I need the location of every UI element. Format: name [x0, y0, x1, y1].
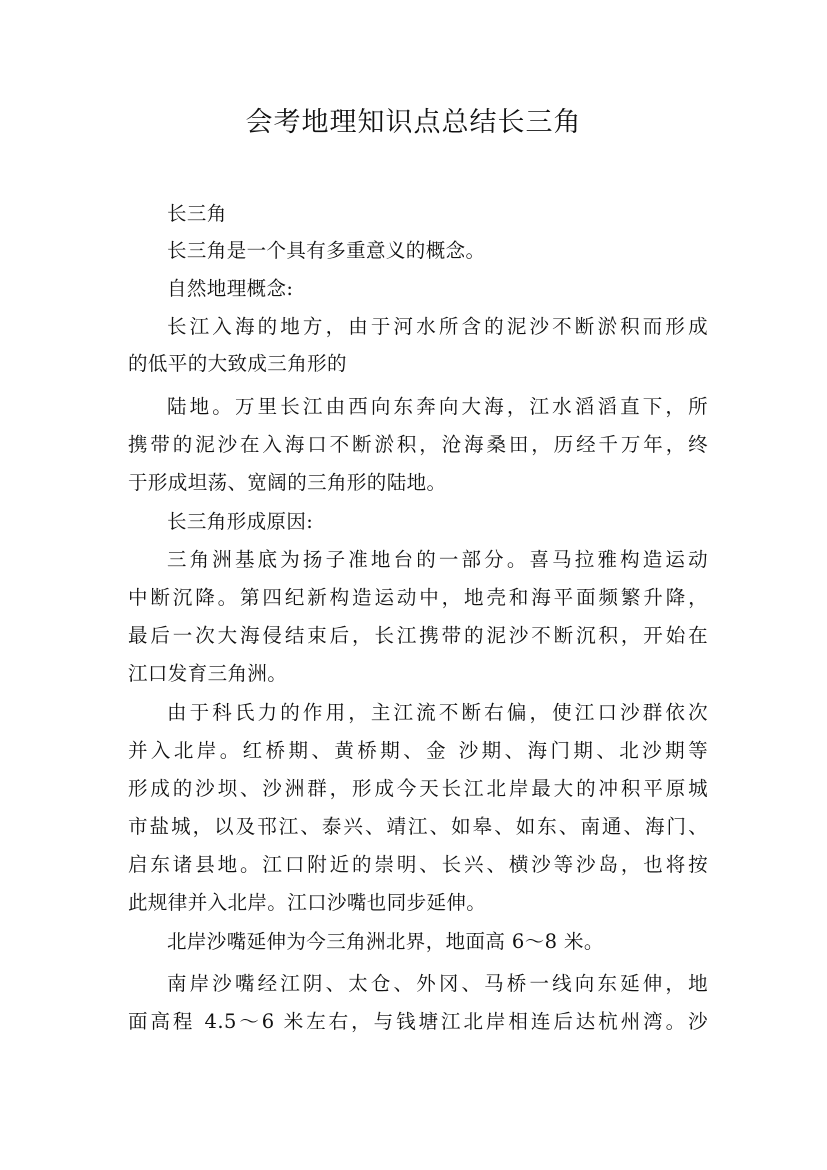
document-title: 会考地理知识点总结长三角 [245, 107, 582, 138]
text-line: 市盐城，以及邗江、泰兴、靖江、如皋、如东、南通、海门、 [128, 815, 708, 838]
text-line: 江口发育三角洲。 [128, 662, 288, 685]
text-line: 北岸沙嘴延伸为今三角洲北界，地面高 6～8 米。 [167, 930, 604, 953]
text-line: 南岸沙嘴经江阴、太仓、外冈、马桥一线向东延伸，地 [167, 972, 708, 995]
text-line: 陆地。万里长江由西向东奔向大海，江水滔滔直下，所 [167, 395, 708, 418]
text-line: 的低平的大致成三角形的 [128, 352, 347, 375]
text-line: 最后一次大海侵结束后，长江携带的泥沙不断沉积，开始在 [128, 624, 708, 647]
text-line: 形成的沙坝、沙洲群，形成今天长江北岸最大的冲积平原城 [128, 777, 708, 800]
text-line: 于形成坦荡、宽阔的三角形的陆地。 [128, 471, 447, 494]
text-line: 携带的泥沙在入海口不断淤积，沧海桑田，历经千万年，终 [128, 433, 708, 456]
text-line: 由于科氏力的作用，主江流不断右偏，使江口沙群依次 [167, 701, 708, 724]
text-line: 三角洲基底为扬子准地台的一部分。喜马拉雅构造运动 [167, 548, 708, 571]
text-line-heading-formation-cause: 长三角形成原因: [167, 510, 314, 533]
text-line: 此规律并入北岸。江口沙嘴也同步延伸。 [128, 891, 487, 914]
text-line: 并入北岸。红桥期、黄桥期、金 沙期、海门期、北沙期等 [128, 739, 708, 762]
text-line: 长江入海的地方，由于河水所含的泥沙不断淤积而形成 [167, 315, 708, 338]
text-line: 中断沉降。第四纪新构造运动中，地壳和海平面频繁升降， [128, 586, 708, 609]
text-line: 长三角是一个具有多重意义的概念。 [167, 239, 486, 262]
text-line: 面高程 4.5～6 米左右，与钱塘江北岸相连后达杭州湾。沙 [128, 1010, 708, 1033]
text-line: 启东诸县地。江口附近的崇明、长兴、横沙等沙岛，也将按 [128, 853, 708, 876]
text-line-heading-natural-geography: 自然地理概念: [167, 277, 294, 300]
text-line-heading-changsanjiao: 长三角 [167, 202, 227, 225]
